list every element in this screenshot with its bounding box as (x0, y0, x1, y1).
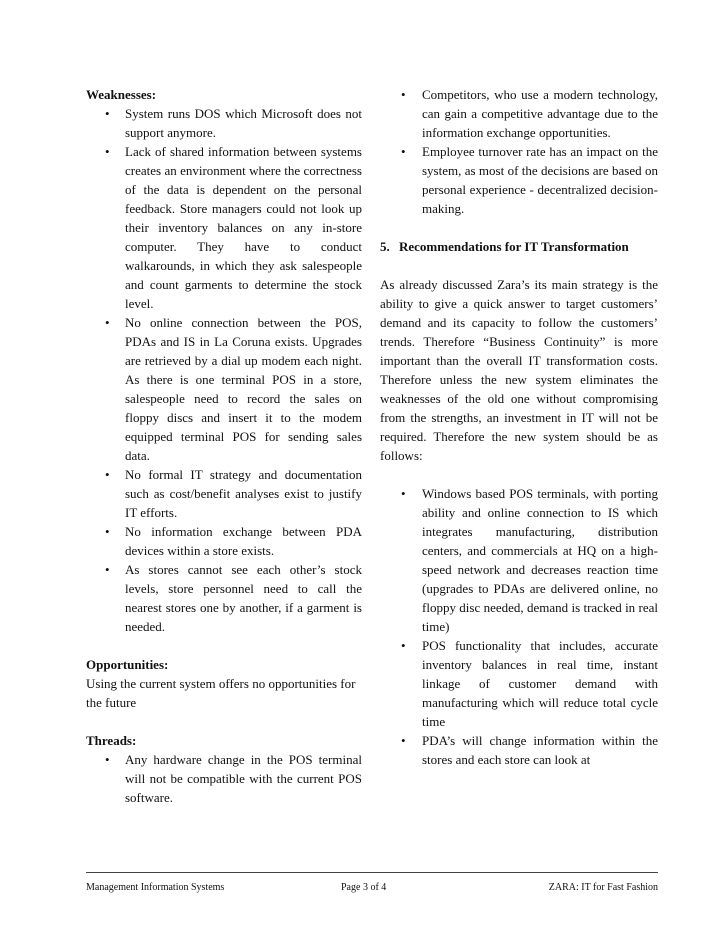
threads-list (86, 750, 362, 807)
list-item: • Lack of shared information between systems creates an environment where the correctness of the data is dependent on the personal feedback. Store managers could not look up their inventory balances on any in-store computer. They have to conduct walkarounds, in which they ask salespeople and count garments to determine the stock level. (86, 142, 362, 313)
left-column (86, 85, 362, 807)
list-item: • POS functionality that includes, accurate inventory balances in real time, instant linkage of customer demand with manufacturing which will reduce total cycle time (380, 636, 658, 731)
list-item: • System runs DOS which Microsoft does not support anymore. (86, 104, 362, 142)
opportunities-heading: Opportunities: (86, 657, 169, 672)
list-item: • Any hardware change in the POS terminal will not be compatible with the current POS software. (86, 750, 362, 807)
list-item: • No formal IT strategy and documentation such as cost/benefit analyses exist to justify IT efforts. (86, 465, 362, 522)
page-footer (86, 872, 658, 893)
list-item: • No information exchange between PDA devices within a store exists. (86, 522, 362, 560)
list-item: • Competitors, who use a modern technology, can gain a competitive advantage due to the information exchange opportunities. (380, 85, 658, 142)
section-number: 5. (380, 239, 390, 254)
section-paragraph: As already discussed Zara’s its main strategy is the ability to give a quick answer to target customers’ demand and its capacity to follow the customers’ trends. Therefore “Business Continuity” is more important than the overall IT transformation costs. Therefore unless the new system eliminates the weaknesses of the old one without compromising from the strengths, an investment in IT will not be required. Therefore the new system should be as follows: (380, 277, 658, 463)
opportunities-text: Using the current system offers no opportunities for the future (86, 676, 356, 710)
footer-course: Management Information Systems (86, 882, 225, 893)
list-item: • As stores cannot see each other’s stock levels, store personnel need to call the nearest stores one by another, if a garment is needed. (86, 560, 362, 636)
weaknesses-list (86, 104, 362, 636)
list-item: • No online connection between the POS, PDAs and IS in La Coruna exists. Upgrades are retrieved by a dial up modem each night. As there is one terminal POS in a store, salespeople need to record the sales on floppy discs and insert it to the modem equipped terminal POS for sending sales data. (86, 313, 362, 465)
list-item: • Employee turnover rate has an impact on the system, as most of the decisions are based on personal experience - decentralized decision-making. (380, 142, 658, 218)
footer-page-number: Page 3 of 4 (341, 882, 387, 893)
right-column (380, 85, 658, 769)
section-heading (380, 237, 658, 256)
footer-title: ZARA: IT for Fast Fashion (548, 882, 658, 893)
section-title: Recommendations for IT Transformation (399, 239, 629, 254)
threads-heading: Threads: (86, 733, 137, 748)
recommendations-list (380, 484, 658, 769)
list-item: • Windows based POS terminals, with porting ability and online connection to IS which integrates manufacturing, distribution centers, and commercials at HQ on a high-speed network and decreases reaction time (upgrades to PDAs are delivered online, no floppy disc needed, demand is tracked in real time) (380, 484, 658, 636)
weaknesses-heading: Weaknesses: (86, 87, 157, 102)
list-item: • PDA’s will change information within the stores and each store can look at (380, 731, 658, 769)
threads-continued-list (380, 85, 658, 218)
